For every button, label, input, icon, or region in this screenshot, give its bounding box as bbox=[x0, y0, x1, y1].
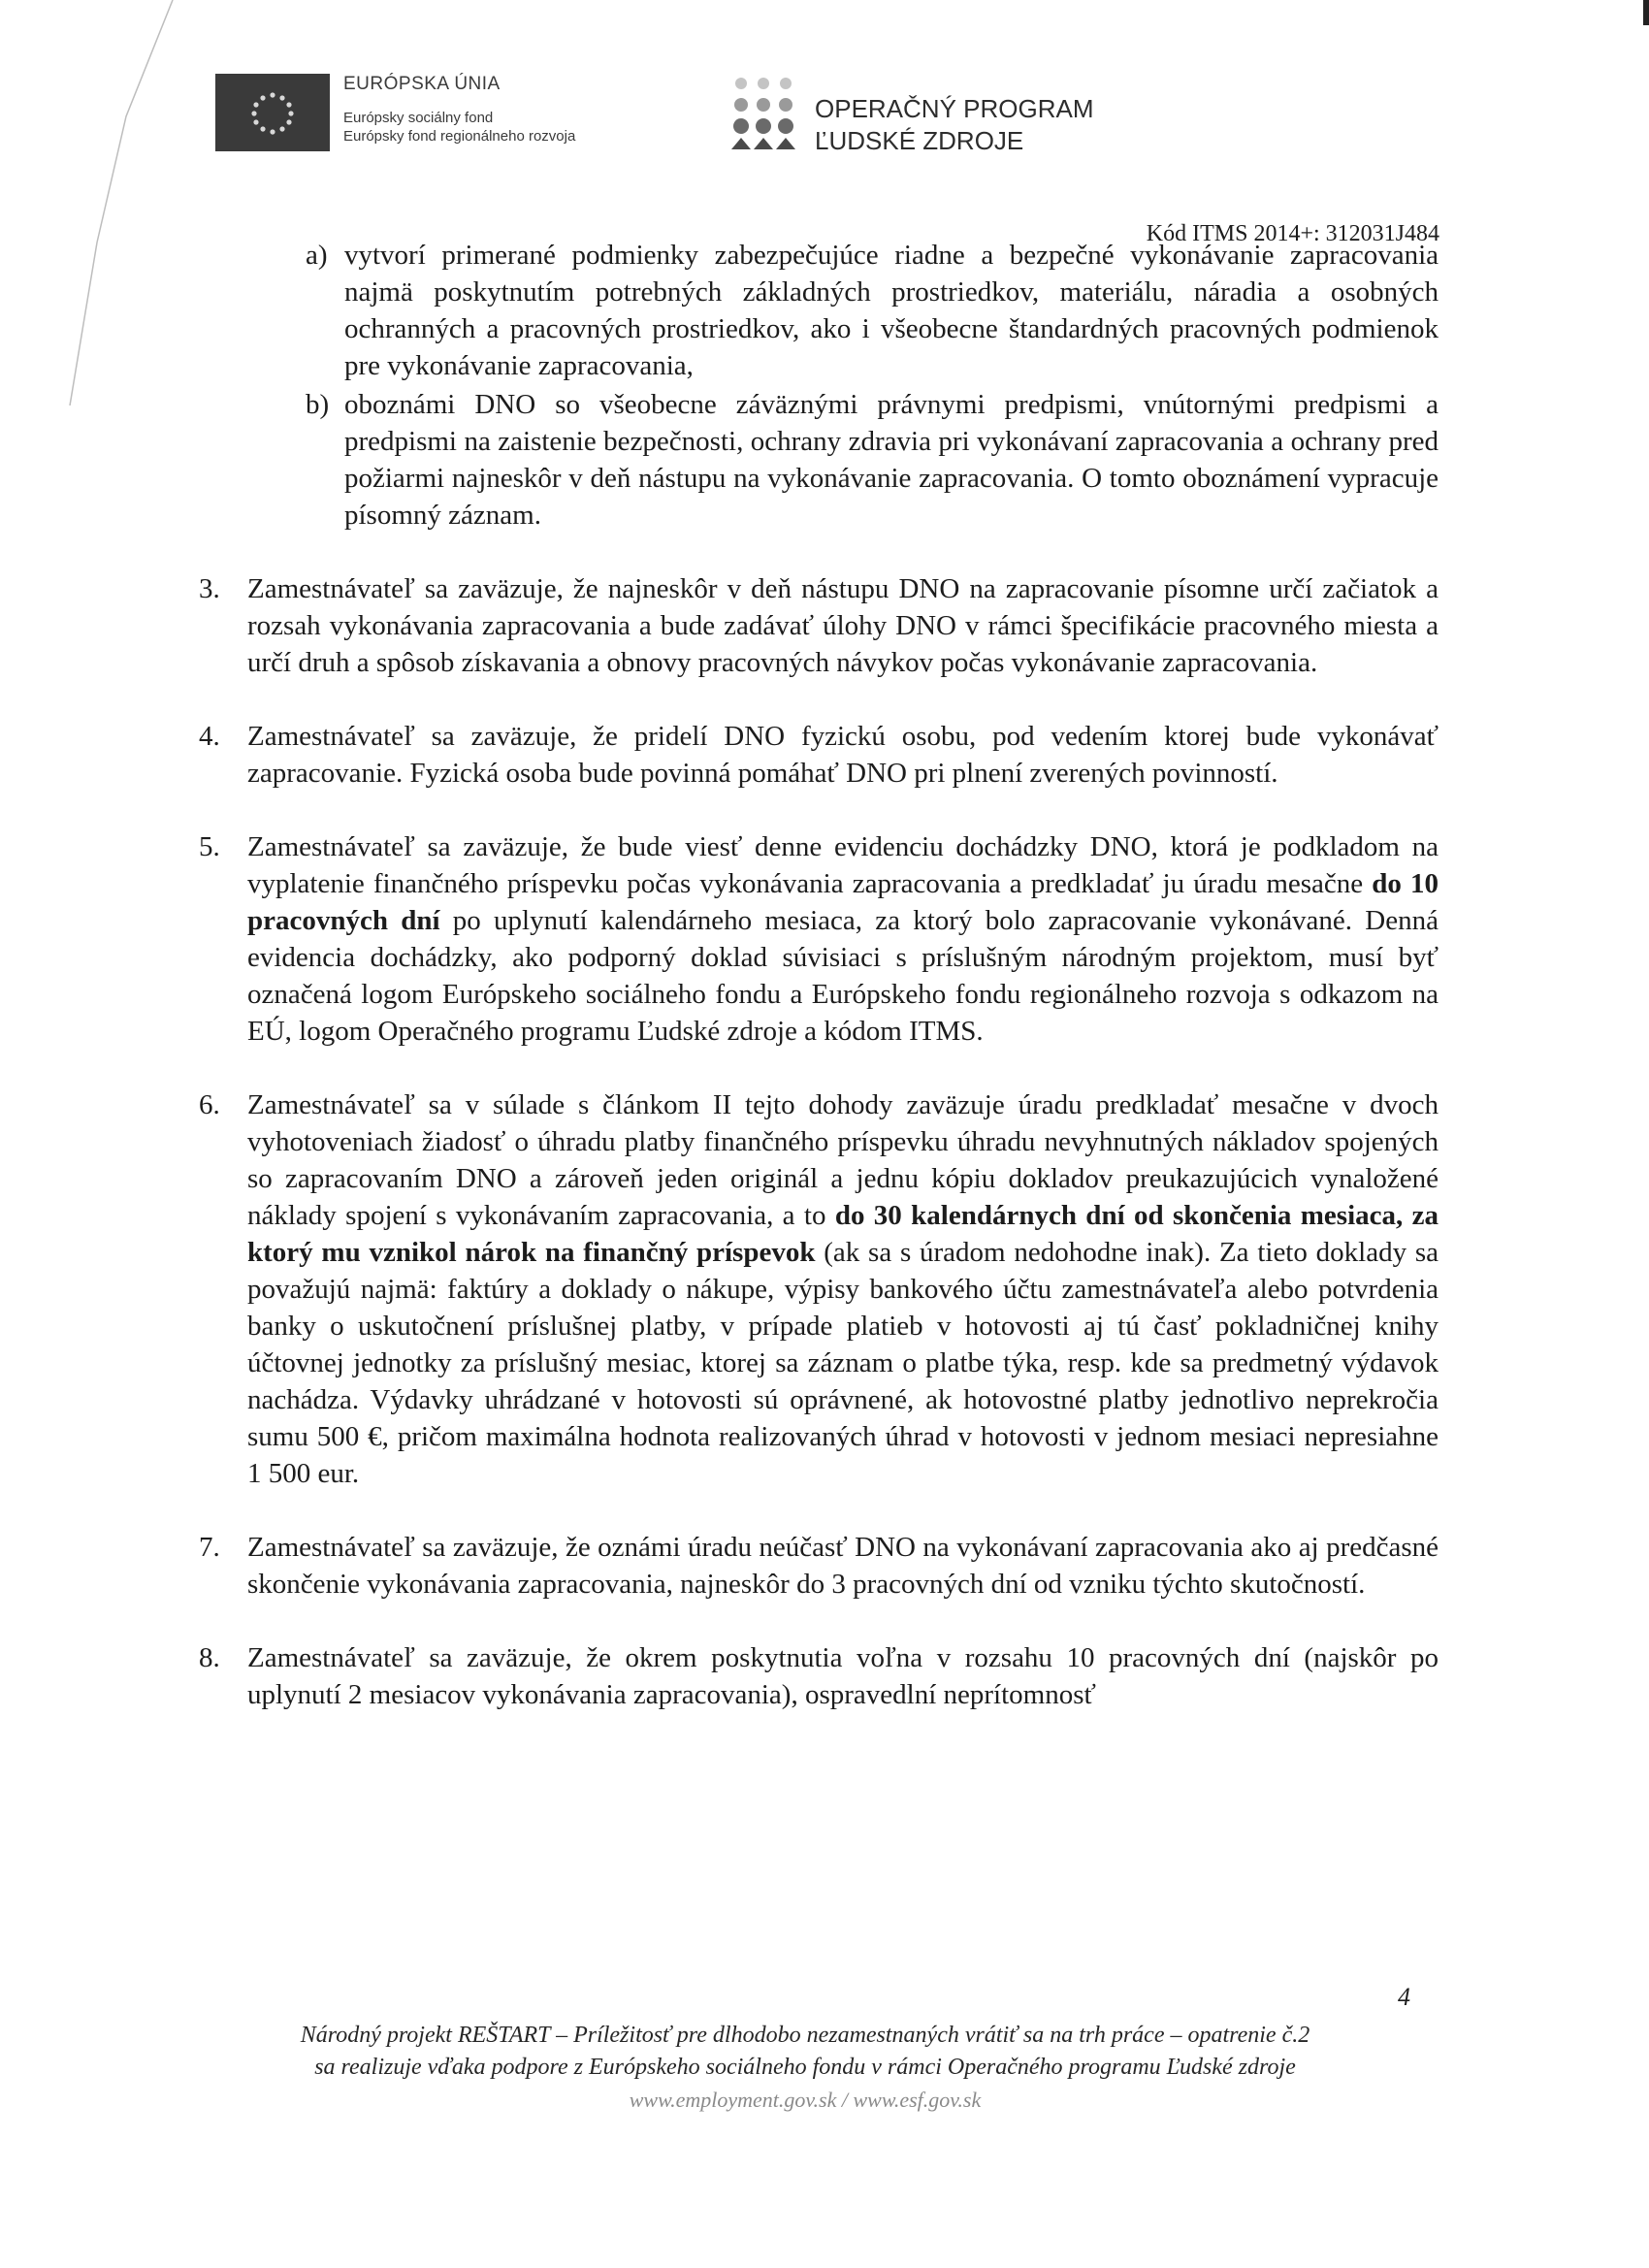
footer-line-1: Národný projekt REŠTART – Príležitosť pre dlhodobo nezamestnaných vrátiť sa na trh práce – opatrenie č.2 bbox=[300, 2023, 1310, 2048]
footer-line-2: sa realizuje vďaka podpore z Európskeho sociálneho fondu v rámci Operačného programu Ľudské zdroje bbox=[314, 2055, 1296, 2080]
eu-fund-line-1: Európsky sociálny fond bbox=[343, 110, 494, 126]
list-item-text-part-2: (ak sa s úradom nedohodne inak). Za tieto doklady sa považujú najmä: faktúry a doklady o nákupe, výpisy bankového účtu zamestnávateľa alebo potvrdenia banky o uskutočnení príslušnej platby, v prípade platieb v hotovosti aj tú časť pokladničnej knihy účtovnej jednotky za príslušný mesiac, ktorej sa záznam o platbe týka, resp. kde sa predmetný výdavok nachádza. Výdavky uhrádzané v hotovosti sú oprávnené, ak hotovostné platby jednotlivo neprekročia sumu 500 €, pričom maximálna hodnota realizovaných úhrad v hotovosti v jednom mesiaci nepresiahne 1 500 eur. bbox=[247, 1237, 1439, 1489]
list-item-text-part-1: Zamestnávateľ sa zaväzuje, že bude viesť denne evidenciu dochádzky DNO, ktorá je podkladom na vyplatenie finančného príspevku počas vykonávania zapracovania a predkladať ju úradu mesačne bbox=[247, 831, 1439, 899]
footer-web-links: www.employment.gov.sk / www.esf.gov.sk bbox=[629, 2088, 982, 2112]
itms-code: Kód ITMS 2014+: 312031J484 bbox=[1146, 221, 1439, 246]
list-item-b bbox=[199, 386, 1439, 534]
list-item-text-part-2: po uplynutí kalendárneho mesiaca, za ktorý bolo zapracovanie vykonávané. Denná evidencia dochádzky, ako podporný doklad súvisiaci s príslušným národným projektom, musí byť označená logom Európskeho sociálneho fondu a Európskeho fondu regionálneho rozvoja s odkazom na EÚ, logom Operačného programu Ľudské zdroje a kódom ITMS. bbox=[247, 905, 1439, 1047]
document-body bbox=[199, 237, 1439, 1713]
list-item-label: 8. bbox=[199, 1642, 220, 1673]
eu-fund-line-2: Európsky fond regionálneho rozvoja bbox=[343, 128, 576, 145]
list-item-label: a) bbox=[306, 240, 328, 271]
list-item-text: vytvorí primerané podmienky zabezpečujúce riadne a bezpečné vykonávanie zapracovania najmä poskytnutím potrebných základných prostriedkov, materiálu, náradia a osobných ochranných a pracovných prostriedkov, ako i všeobecne štandardných pracovných podmienok pre vykonávanie zapracovania, bbox=[344, 240, 1439, 381]
eu-title: EURÓPSKA ÚNIA bbox=[343, 74, 501, 94]
op-title-line-1: OPERAČNÝ PROGRAM bbox=[815, 94, 1094, 123]
list-item-a bbox=[199, 237, 1439, 384]
deadline-emphasis: do 30 kalendárnych dní od skončenia mesiaca, za ktorý mu vznikol nárok na finančný príspevok bbox=[247, 1200, 1439, 1268]
list-item-4 bbox=[199, 718, 1439, 792]
op-ludske-zdroje-icon bbox=[731, 76, 795, 149]
list-item-8 bbox=[199, 1639, 1439, 1713]
list-item-text: Zamestnávateľ sa zaväzuje, že najneskôr v deň nástupu DNO na zapracovanie písomne určí začiatok a rozsah vykonávania zapracovania a bude zadávať úlohy DNO v rámci špecifikácie pracovného miesta a určí druh a spôsob získavania a obnovy pracovných návykov počas vykonávanie zapracovania. bbox=[247, 573, 1439, 678]
eu-logo-block bbox=[215, 74, 575, 151]
list-item-5 bbox=[199, 828, 1439, 1050]
op-logo-block bbox=[731, 76, 1094, 157]
list-item-3 bbox=[199, 570, 1439, 681]
page-number: 4 bbox=[1398, 1983, 1410, 2011]
list-item-label: 4. bbox=[199, 721, 220, 752]
list-item-6 bbox=[199, 1086, 1439, 1492]
list-item-label: 5. bbox=[199, 831, 220, 862]
list-item-text: Zamestnávateľ sa zaväzuje, že okrem poskytnutia voľna v rozsahu 10 pracovných dní (najskôr po uplynutí 2 mesiacov vykonávania zapracovania), ospravedlní neprítomnosť bbox=[247, 1642, 1439, 1710]
list-item-text-part-1: Zamestnávateľ sa v súlade s článkom II tejto dohody zaväzuje úradu predkladať mesačne v dvoch vyhotoveniach žiadosť o úhradu platby finančného príspevku úhradu nevyhnutných nákladov spojených so zapracovaním DNO a zároveň jeden originál a jednu kópiu dokladov preukazujúcich vynaložené náklady spojení s vykonávaním zapracovania, a to bbox=[247, 1089, 1439, 1231]
list-item-text: Zamestnávateľ sa zaväzuje, že oznámi úradu neúčasť DNO na vykonávaní zapracovania ako aj predčasné skončenie vykonávania zapracovania, najneskôr do 3 pracovných dní od vzniku týchto skutočností. bbox=[247, 1532, 1439, 1600]
page-footer bbox=[175, 2020, 1436, 2116]
scan-edge-mark bbox=[1643, 0, 1649, 25]
list-item-text: oboznámi DNO so všeobecne záväznými právnymi predpismi, vnútornými predpismi a predpismi na zaistenie bezpečnosti, ochrany zdravia pri vykonávaní zapracovania a ochrany pred požiarmi najneskôr v deň nástupu na vykonávanie zapracovania. O tomto oboznámení vypracuje písomný záznam. bbox=[344, 389, 1439, 531]
op-title-line-2: ĽUDSKÉ ZDROJE bbox=[815, 126, 1024, 155]
list-item-label: 3. bbox=[199, 573, 220, 604]
scan-edge-line bbox=[58, 0, 175, 407]
list-item-label: b) bbox=[306, 389, 330, 420]
deadline-emphasis: do 10 pracovných dní bbox=[247, 868, 1439, 936]
eu-flag-icon bbox=[215, 74, 330, 151]
list-item-text: Zamestnávateľ sa zaväzuje, že pridelí DNO fyzickú osobu, pod vedením ktorej bude vykonávať zapracovanie. Fyzická osoba bude povinná pomáhať DNO pri plnení zverených povinností. bbox=[247, 721, 1439, 789]
list-item-label: 7. bbox=[199, 1532, 220, 1563]
list-item-7 bbox=[199, 1529, 1439, 1603]
list-item-label: 6. bbox=[199, 1089, 220, 1120]
